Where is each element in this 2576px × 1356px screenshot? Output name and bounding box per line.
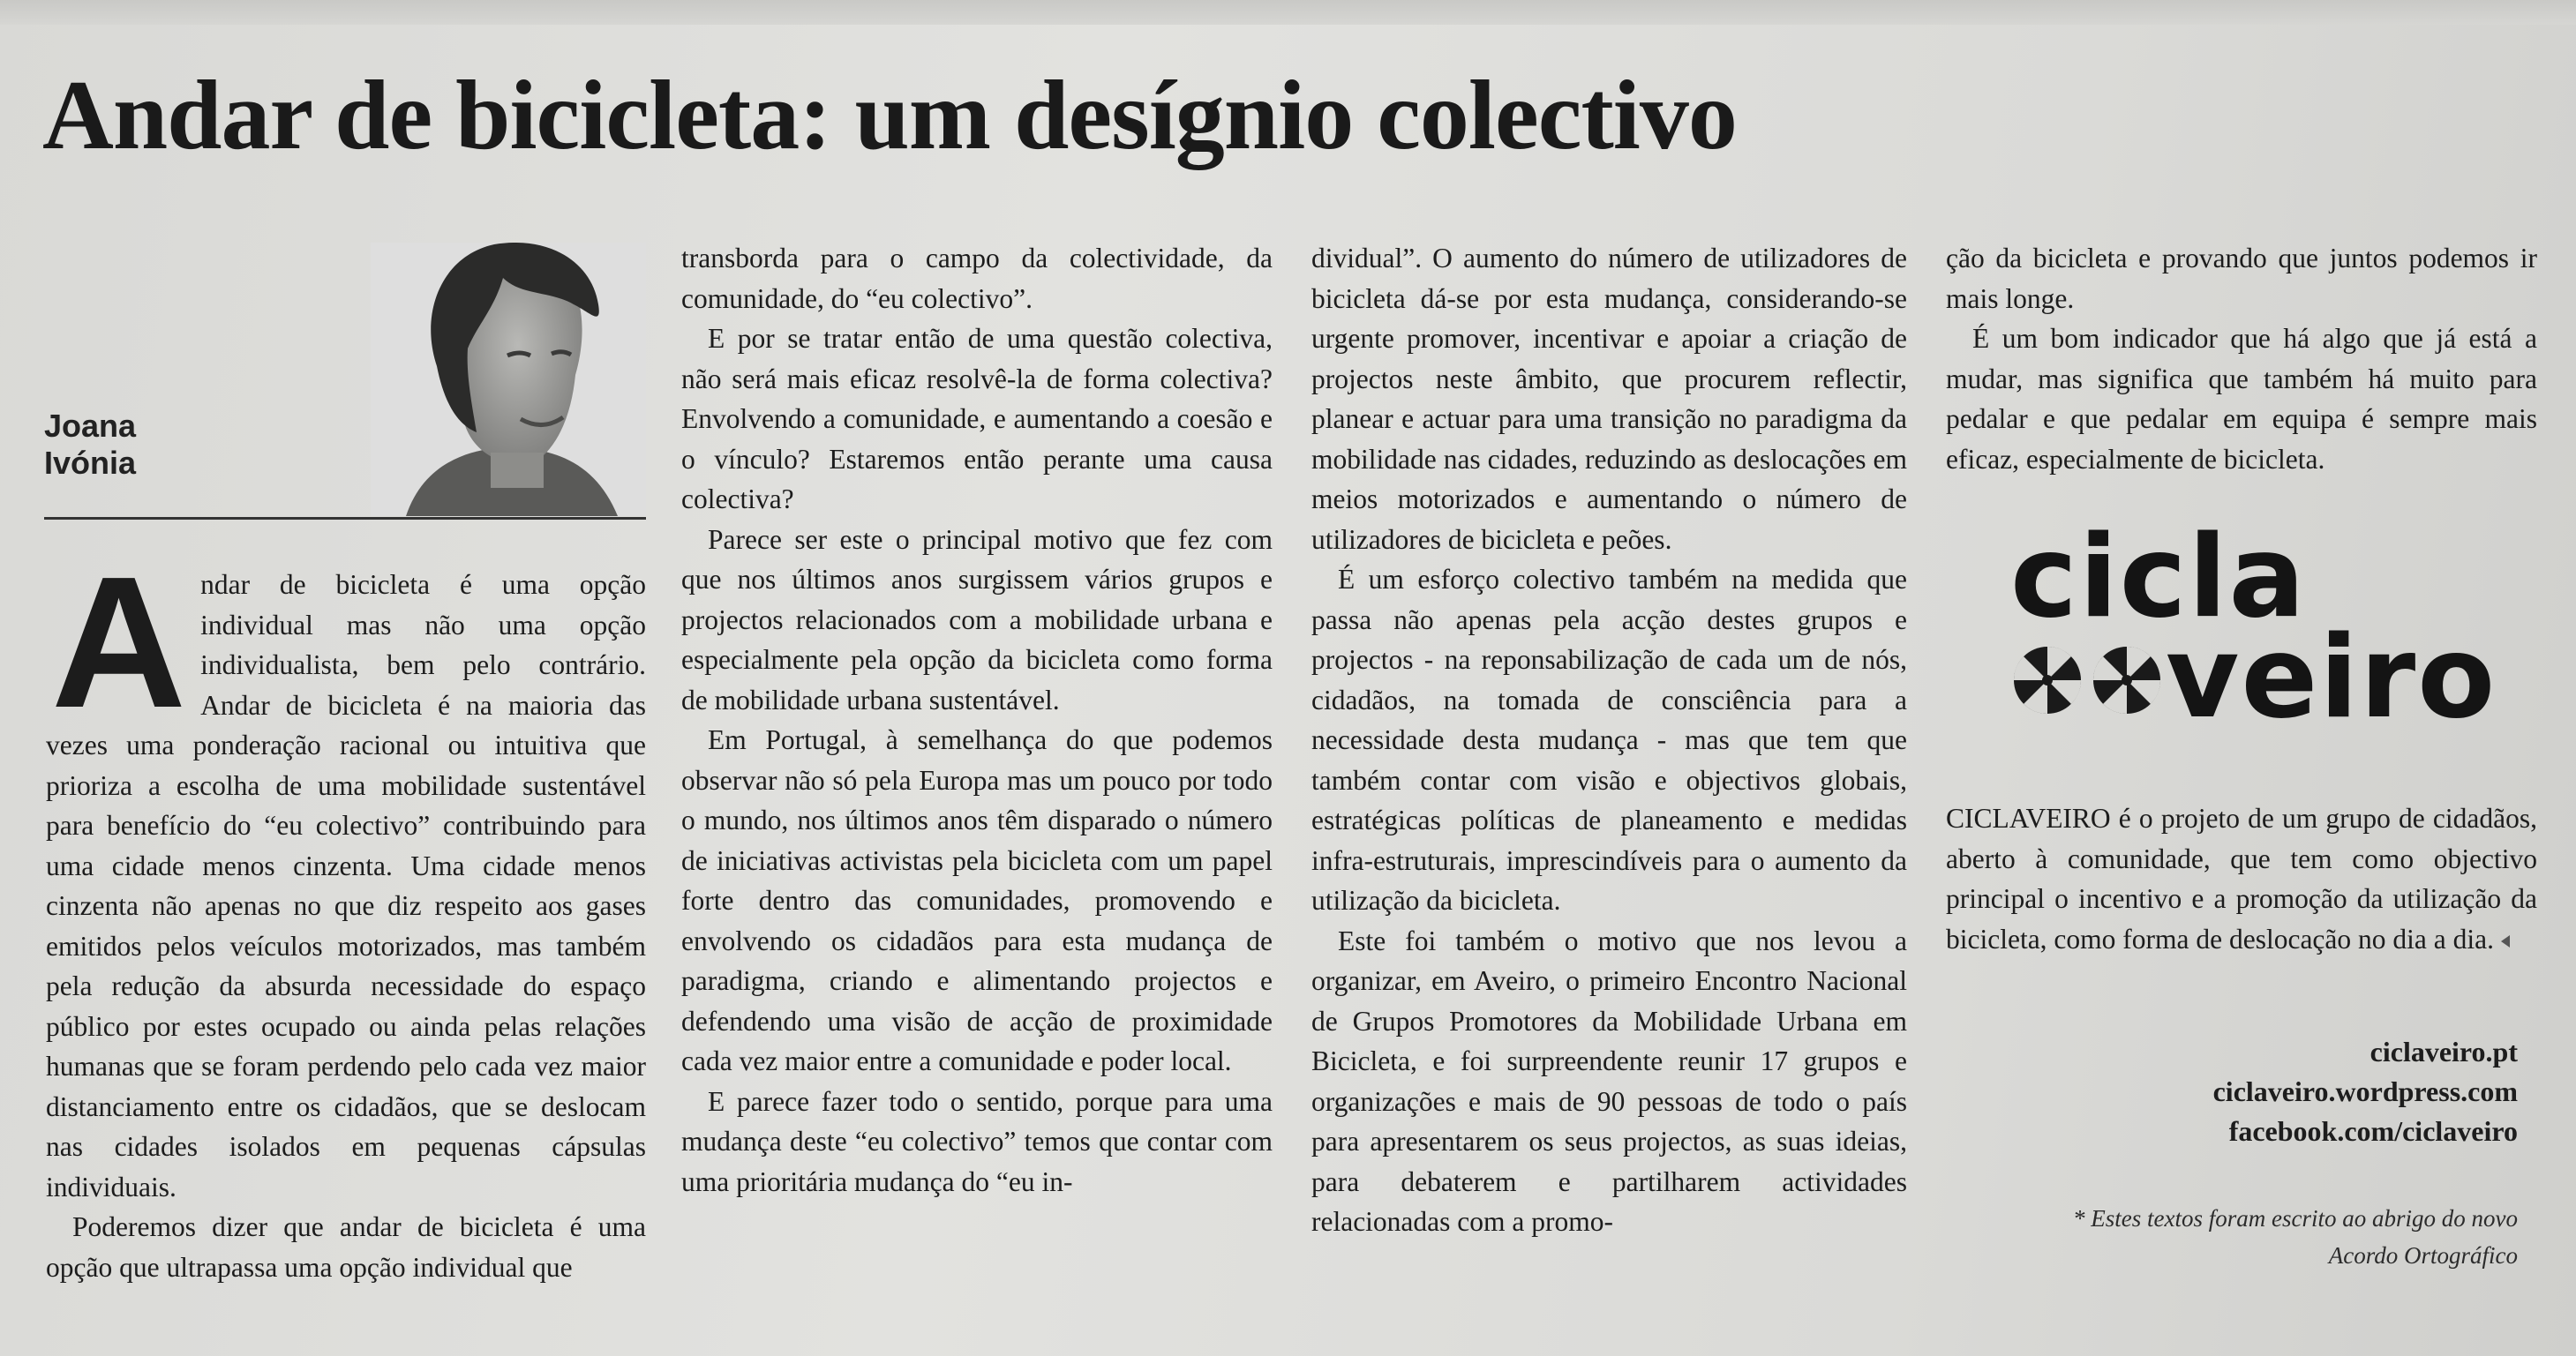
paragraph: Poderemos dizer que andar de bicicleta é uma opção que ultrapassa uma opção individual que bbox=[46, 1211, 646, 1283]
article-column-4 bbox=[1946, 238, 2537, 479]
headline: Andar de bicicleta: um desígnio colectivo bbox=[42, 61, 1737, 170]
logo-text-line-1: cicla bbox=[2010, 512, 2307, 643]
bicycle-wheel-icon bbox=[2010, 641, 2166, 720]
paragraph: dividual”. O aumento do número de utilizadores de bicicleta dá-se por esta mudança, considerando-se urgente promover, incentivar e apoiar a criação de projectos neste âmbito, que procurem reflectir, planear e actuar para uma transição no paradigma da mobilidade nas cidades, reduzindo as deslocações em meios motorizados e aumentando o número de utilizadores de bicicleta e peões. bbox=[1311, 243, 1907, 555]
end-mark-icon bbox=[2501, 935, 2510, 948]
orthography-note bbox=[2073, 1200, 2518, 1274]
paragraph: transborda para o campo da colectividade, da comunidade, do “eu colectivo”. bbox=[681, 243, 1273, 314]
author-name bbox=[44, 408, 136, 482]
note-line-1: * Estes textos foram escrito ao abrigo do novo bbox=[2073, 1205, 2518, 1232]
paragraph: É um esforço colectivo também na medida que passa não apenas pela acção destes grupos e projectos - na reponsabilização de cada um de nós, cidadãos, na tomada de consciência para a necessidade desta mudança - mas que tem que também contar com visão e objectivos globais, estratégicas políticas de planeamento e medidas infra-estruturais, imprescindíveis para o aumento da utilização da bicicleta. bbox=[1311, 564, 1907, 916]
paragraph bbox=[46, 537, 646, 1207]
paragraph: E parece fazer todo o sentido, porque para uma mudança deste “eu colectivo” temos que contar com uma prioritária mudança do “eu in- bbox=[681, 1085, 1273, 1197]
note-line-2: Acordo Ortográfico bbox=[2328, 1242, 2518, 1269]
ciclaveiro-logo bbox=[2010, 512, 2497, 744]
article-column-1 bbox=[46, 537, 646, 1287]
paragraph: ção da bicicleta e provando que juntos podemos ir mais longe. bbox=[1946, 243, 2537, 314]
article-column-2 bbox=[681, 238, 1273, 1202]
paragraph: É um bom indicador que há algo que já está a mudar, mas significa que também há muito para pedalar e que pedalar em equipa é sempre mais eficaz, especialmente de bicicleta. bbox=[1946, 323, 2537, 475]
link-website: ciclaveiro.pt bbox=[2369, 1036, 2518, 1068]
article-column-3 bbox=[1311, 238, 1907, 1242]
paragraph: Este foi também o motivo que nos levou a organizar, em Aveiro, o primeiro Encontro Nacional de Grupos Promotores da Mobilidade Urbana em Bicicleta, e foi surpreendente reunir 17 grupos e organizações e mais de 90 pessoas de todo o país para apresentarem os seus projectos, as suas ideias, para debaterem e partilharem actividades relacionadas com a promo- bbox=[1311, 925, 1907, 1237]
ciclaveiro-description bbox=[1946, 798, 2537, 959]
drop-cap: A bbox=[51, 537, 187, 746]
author-last-name: Ivónia bbox=[44, 445, 137, 481]
previous-page-strip bbox=[0, 0, 2576, 25]
paragraph: E por se tratar então de uma questão colectiva, não será mais eficaz resolvê-la de forma colectiva? Envolvendo a comunidade, e aumentando a coesão e o vínculo? Estaremos então perante uma causa colectiva? bbox=[681, 323, 1273, 514]
paragraph-text: ndar de bicicleta é uma opção individual mas não uma opção individualista, bem pelo contrário. Andar de bicicleta é na maioria das vezes uma ponderação racional ou intuitiva que prioriza a escolha de uma mobilidade sustentável para benefício do “eu colectivo” contribuindo para uma cidade menos cinzenta. Uma cidade menos cinzenta não apenas no que diz respeito aos gases emitidos pelos veículos motorizados, mas também pela redução da absurda necessidade do espaço público por estes ocupado ou ainda pelas relações humanas que se foram perdendo pelo cada vez maior distanciamento entre os cidadãos, que se deslocam nas cidades isolados em pequenas cápsulas individuais. bbox=[46, 569, 646, 1202]
author-first-name: Joana bbox=[44, 408, 137, 444]
author-photo bbox=[371, 243, 646, 516]
byline-rule bbox=[44, 517, 646, 520]
paragraph: Em Portugal, à semelhança do que podemos observar não só pela Europa mas um pouco por todo o mundo, nos últimos anos têm disparado o número de iniciativas activistas pela bicicleta com um papel forte dentro das comunidades, promovendo e envolvendo os cidadãos para esta mudança de paradigma, criando e alimentando projectos e defendendo uma visão de acção de proximidade cada vez maior entre a comunidade e poder local. bbox=[681, 724, 1273, 1076]
links-block bbox=[2213, 1032, 2518, 1151]
link-blog: ciclaveiro.wordpress.com bbox=[2212, 1075, 2518, 1107]
logo-text-line-2: veiro bbox=[2166, 612, 2497, 744]
description-text: CICLAVEIRO é o projeto de um grupo de cidadãos, aberto à comunidade, que tem como objectivo principal o incentivo e a promoção da utilização da bicicleta, como forma de deslocação no dia a dia. bbox=[1946, 803, 2537, 955]
link-facebook: facebook.com/ciclaveiro bbox=[2228, 1115, 2518, 1147]
paragraph: Parece ser este o principal motivo que fez com que nos últimos anos surgissem vários grupos e projectos relacionados com a mobilidade urbana e especialmente pela opção da bicicleta como forma de mobilidade urbana sustentável. bbox=[681, 523, 1273, 715]
